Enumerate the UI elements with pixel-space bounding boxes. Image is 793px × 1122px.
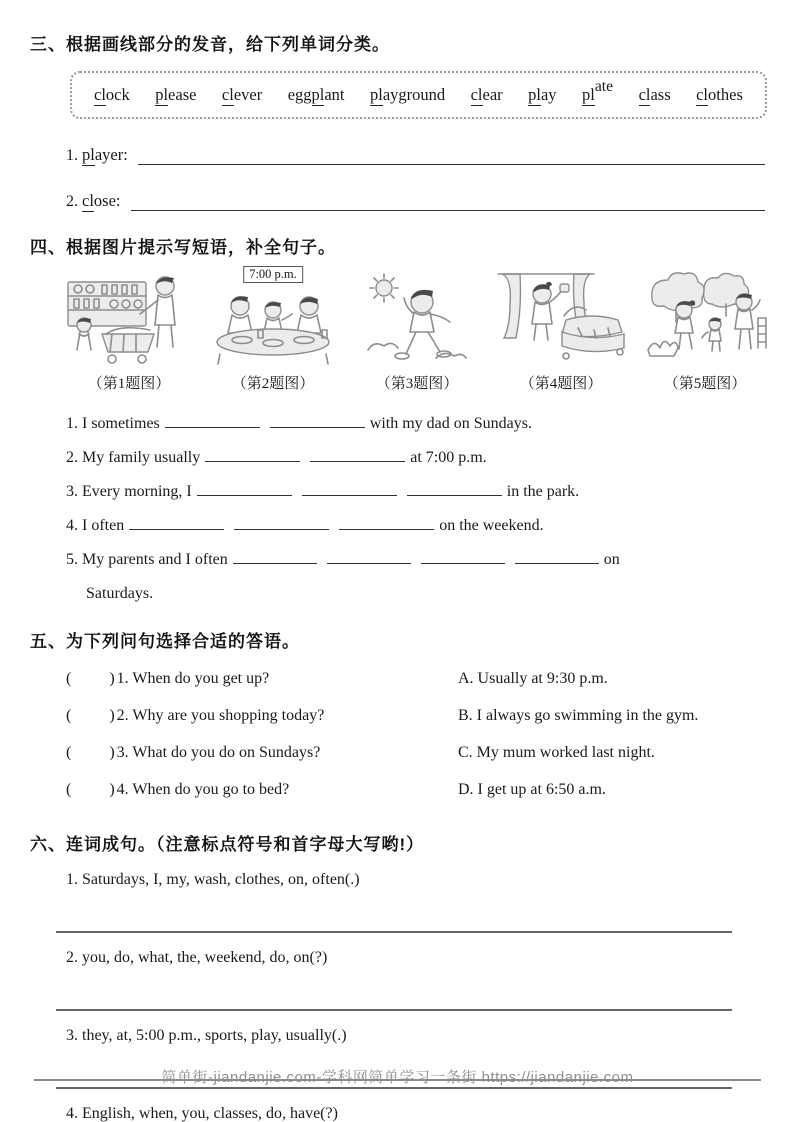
answer-bracket: ( ) <box>66 744 117 761</box>
write-blank <box>327 549 411 564</box>
match-row-4: ( )4. When do you go to bed? D. I get up at 6:50 a.m. <box>66 781 606 798</box>
section5-heading: 五、为下列问句选择合适的答语。 <box>30 632 300 651</box>
sentence-2: 2. My family usually at 7:00 p.m. <box>66 449 487 466</box>
word-class: class <box>638 85 671 104</box>
section6-heading: 六、连词成句。（注意标点符号和首字母大写哟!） <box>30 835 425 854</box>
write-blank <box>421 549 505 564</box>
figure-3-exercise <box>350 268 484 393</box>
sentence-5: 5. My parents and I often on <box>66 551 620 568</box>
answer-blank-close <box>131 191 765 211</box>
figure-row <box>62 268 767 393</box>
write-blank <box>339 515 434 530</box>
word-bank-box <box>70 71 767 119</box>
write-blank <box>234 515 329 530</box>
figure-caption: （第2题图） <box>231 376 315 392</box>
write-blank <box>270 413 365 428</box>
word-plate: plate <box>582 78 614 104</box>
word-playground: playground <box>369 85 446 104</box>
sentence-5-continuation: Saturdays. <box>86 585 154 602</box>
unscramble-item-2: 2. you, do, what, the, weekend, do, on(?) <box>66 949 328 966</box>
answer-bracket: ( ) <box>66 707 117 724</box>
write-blank <box>129 515 224 530</box>
unscramble-item-1: 1. Saturdays, I, my, wash, clothes, on, often(.) <box>66 871 360 888</box>
figure-3-image <box>350 268 484 368</box>
figure-1-shopping <box>62 268 196 393</box>
figure-1-image <box>62 268 196 368</box>
unscramble-item-4: 4. English, when, you, classes, do, have(?) <box>66 1105 338 1122</box>
section4-heading: 四、根据图片提示写短语，补全句子。 <box>30 238 336 257</box>
classify-item-close: 2. close: <box>66 191 765 211</box>
write-blank <box>310 447 405 462</box>
section3-heading: 三、根据画线部分的发音，给下列单词分类。 <box>30 35 390 54</box>
figure-4-image <box>494 268 628 368</box>
match-row-2: ( )2. Why are you shopping today? B. I always go swimming in the gym. <box>66 707 699 724</box>
figure-caption: （第1题图） <box>87 376 171 392</box>
match-row-1: ( )1. When do you get up? A. Usually at 9:30 p.m. <box>66 670 608 687</box>
unscramble-answer-line-2 <box>56 1007 732 1011</box>
figure-2-dinner <box>206 268 340 393</box>
write-blank <box>515 549 599 564</box>
answer-bracket: ( ) <box>66 670 117 687</box>
write-blank <box>165 413 260 428</box>
write-blank <box>233 549 317 564</box>
word-clear: clear <box>470 85 503 104</box>
word-clever: clever <box>221 85 263 104</box>
match-row-3: ( )3. What do you do on Sundays? C. My mum worked last night. <box>66 744 655 761</box>
fill-in-sentences <box>66 407 765 611</box>
figure-caption: （第4题图） <box>519 376 603 392</box>
write-blank <box>302 481 397 496</box>
classify-item-player: 1. player: <box>66 145 765 165</box>
answer-bracket: ( ) <box>66 781 117 798</box>
word-play: play <box>528 85 557 104</box>
figure-caption: （第5题图） <box>663 376 747 392</box>
dinner-time-label: 7:00 p.m. <box>243 266 303 283</box>
figure-5-image <box>638 268 772 368</box>
sentence-3: 3. Every morning, I in the park. <box>66 483 580 500</box>
word-clock: clock <box>94 85 130 104</box>
sentence-1: 1. I sometimes with my dad on Sundays. <box>66 415 532 432</box>
page-footer <box>30 1066 765 1092</box>
footer-watermark: 简单街-jiandanjie.com-学科网简单学习一条街 https://jiandanjie.com <box>161 1069 634 1086</box>
word-clothes: clothes <box>696 85 743 104</box>
write-blank <box>197 481 292 496</box>
unscramble-item-3: 3. they, at, 5:00 p.m., sports, play, usually(.) <box>66 1027 347 1044</box>
write-blank <box>205 447 300 462</box>
write-blank <box>407 481 502 496</box>
word-eggplant: eggplant <box>287 85 345 104</box>
figure-caption: （第3题图） <box>375 376 459 392</box>
sentence-4: 4. I often on the weekend. <box>66 517 544 534</box>
answer-blank-player <box>138 145 765 165</box>
figure-4-cleaning <box>494 268 628 393</box>
figure-5-park <box>638 268 772 393</box>
matching-block <box>66 660 765 808</box>
unscramble-answer-line-1 <box>56 929 732 933</box>
figure-2-image <box>206 268 340 368</box>
word-please: please <box>155 85 197 104</box>
